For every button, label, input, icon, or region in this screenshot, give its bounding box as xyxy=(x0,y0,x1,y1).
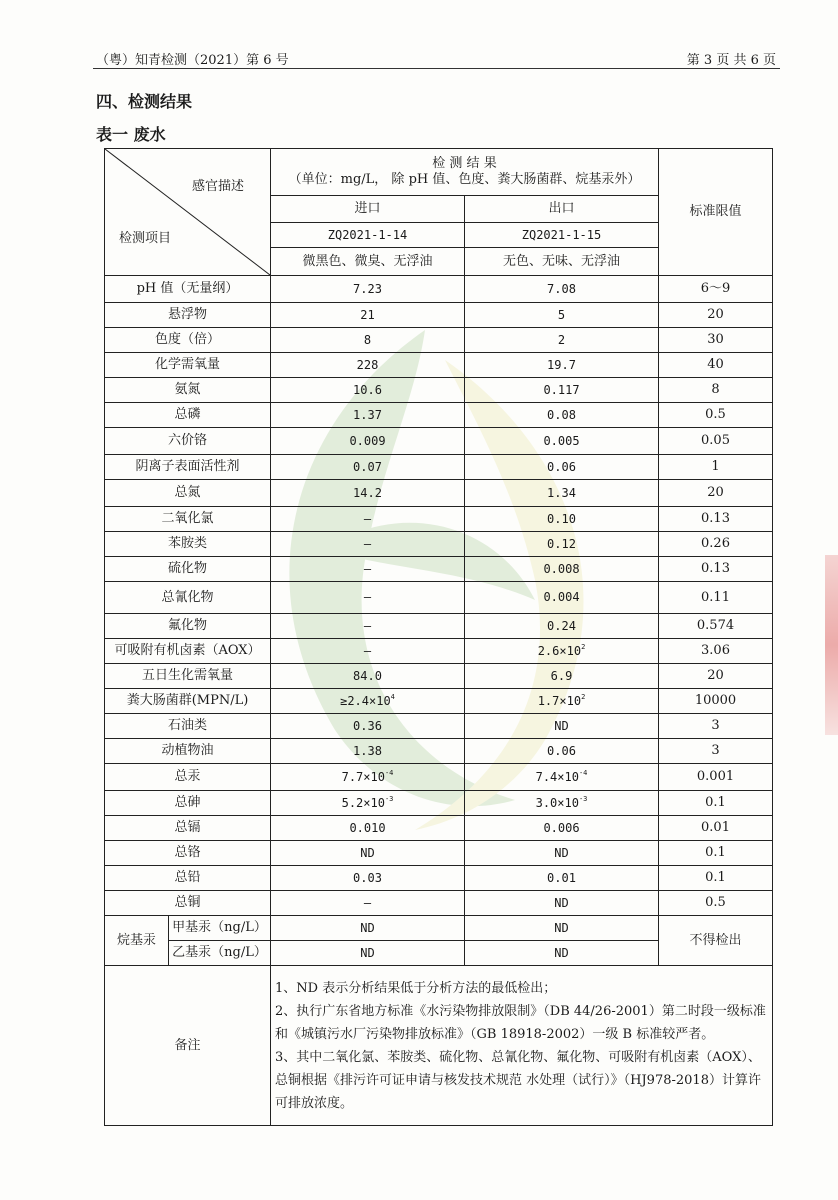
exponent: -4 xyxy=(578,769,588,778)
limit-value-text: 0.01 xyxy=(701,820,730,836)
item-name-text: 苯胺类 xyxy=(167,536,207,552)
outlet-value xyxy=(465,276,659,303)
note-2: 2、执行广东省地方标准《水污染物排放限制》（DB 44/26-2001）第二时段一级标准和《城镇污水厂污染物排放标准》（GB 18918-2002）一级 B 标准较严者。 xyxy=(275,1003,766,1042)
inlet-value xyxy=(271,614,465,639)
inlet-value-text: — xyxy=(363,643,372,658)
item-name xyxy=(105,841,271,866)
table-row xyxy=(105,557,773,582)
methylmercury-inlet: ND xyxy=(271,916,465,941)
outlet-value xyxy=(465,816,659,841)
red-seal-fragment xyxy=(825,555,838,735)
outlet-value-text: 3.0×10 xyxy=(535,796,579,811)
item-name-text: 总铬 xyxy=(174,845,201,861)
limit-value-text: 20 xyxy=(707,668,724,684)
item-name xyxy=(105,739,271,764)
inlet-value-text: 1.37 xyxy=(353,407,382,422)
notes-text xyxy=(271,966,773,1126)
outlet-value xyxy=(465,841,659,866)
table-row xyxy=(105,303,773,328)
test-item-label: 检测项目 xyxy=(119,231,172,247)
item-name-text: 总氮 xyxy=(174,485,201,501)
outlet-value-text: 2 xyxy=(557,332,566,347)
table-row xyxy=(105,532,773,557)
inlet-value xyxy=(271,764,465,791)
outlet-value xyxy=(465,378,659,403)
table-row xyxy=(105,328,773,353)
inlet-value-text: 228 xyxy=(356,357,379,372)
limit-value-text: 40 xyxy=(707,357,724,373)
inlet-value-text: 7.7×10 xyxy=(341,770,385,785)
table-row xyxy=(105,582,773,614)
outlet-value-text: 6.9 xyxy=(550,668,573,683)
inlet-value-text: — xyxy=(363,511,372,526)
item-name xyxy=(105,303,271,328)
outlet-value-text: 5 xyxy=(557,307,566,322)
limit-value-text: 0.1 xyxy=(705,795,726,811)
exponent: -4 xyxy=(384,769,394,778)
item-name-text: 粪大肠菌群(MPN/L) xyxy=(126,693,249,709)
outlet-value-text: 1.34 xyxy=(547,485,576,500)
table-row xyxy=(105,614,773,639)
inlet-value xyxy=(271,428,465,455)
notes-label: 备注 xyxy=(105,966,271,1126)
limit-value xyxy=(659,739,773,764)
alkylmercury-label: 烷基汞 xyxy=(105,916,169,966)
outlet-value xyxy=(465,353,659,378)
outlet-value xyxy=(465,532,659,557)
item-name-text: 氟化物 xyxy=(167,618,207,634)
limit-value xyxy=(659,276,773,303)
limit-value xyxy=(659,664,773,689)
limit-value-text: 0.13 xyxy=(701,511,730,527)
inlet-value-text: 0.03 xyxy=(353,870,382,885)
inlet-value-text: — xyxy=(363,536,372,551)
item-name-text: 化学需氧量 xyxy=(154,357,220,373)
limit-value-text: 0.1 xyxy=(705,845,726,861)
inlet-value xyxy=(271,480,465,507)
item-name-text: 阴离子表面活性剂 xyxy=(135,459,240,475)
item-name-text: 二氧化氯 xyxy=(161,511,214,527)
ethylmercury-inlet: ND xyxy=(271,941,465,966)
item-name xyxy=(105,455,271,480)
inlet-value xyxy=(271,507,465,532)
item-name xyxy=(105,276,271,303)
item-name-text: 石油类 xyxy=(167,718,207,734)
inlet-value xyxy=(271,866,465,891)
outlet-value xyxy=(465,764,659,791)
table-row xyxy=(105,480,773,507)
inlet-value-text: 0.010 xyxy=(349,820,386,835)
inlet-value xyxy=(271,739,465,764)
item-name xyxy=(105,353,271,378)
item-name xyxy=(105,664,271,689)
item-name xyxy=(105,378,271,403)
item-name xyxy=(105,866,271,891)
table-row xyxy=(105,841,773,866)
outlet-value xyxy=(465,664,659,689)
table-row xyxy=(105,739,773,764)
table-row xyxy=(105,353,773,378)
item-name-text: 六价铬 xyxy=(167,433,207,449)
inlet-value xyxy=(271,664,465,689)
limit-value-text: 0.5 xyxy=(705,407,726,423)
inlet-value-text: 0.36 xyxy=(353,718,382,733)
exponent: 4 xyxy=(390,693,395,702)
inlet-value-text: — xyxy=(363,895,372,910)
inlet-value xyxy=(271,403,465,428)
inlet-value-text: 7.23 xyxy=(353,281,382,296)
limit-value-text: 0.5 xyxy=(705,895,726,911)
inlet-value-text: 21 xyxy=(360,307,375,322)
limit-value xyxy=(659,689,773,714)
outlet-value-text: ND xyxy=(554,895,569,910)
outlet-value-text: 2.6×10 xyxy=(537,644,582,659)
table-row xyxy=(105,403,773,428)
outlet-value-text: 0.12 xyxy=(547,536,576,551)
limit-value-text: 3 xyxy=(711,718,720,734)
table-row xyxy=(105,891,773,916)
table-row xyxy=(105,507,773,532)
limit-value xyxy=(659,866,773,891)
outlet-value-text: 0.006 xyxy=(543,820,580,835)
limit-value-text: 0.26 xyxy=(701,536,730,552)
limit-value xyxy=(659,614,773,639)
inlet-value-text: ≥2.4×10 xyxy=(340,694,391,709)
outlet-value-text: 0.01 xyxy=(547,870,576,885)
inlet-value-text: 0.07 xyxy=(353,459,382,474)
outlet-value-text: 0.10 xyxy=(547,511,576,526)
limit-value xyxy=(659,532,773,557)
outlet-value xyxy=(465,689,659,714)
limit-value xyxy=(659,816,773,841)
outlet-value xyxy=(465,507,659,532)
outlet-value-text: 0.117 xyxy=(543,382,580,397)
outlet-value xyxy=(465,480,659,507)
outlet-value xyxy=(465,428,659,455)
inlet-value xyxy=(271,455,465,480)
limit-value-text: 30 xyxy=(707,332,724,348)
inlet-value xyxy=(271,582,465,614)
inlet-value xyxy=(271,791,465,816)
table-row xyxy=(105,455,773,480)
outlet-value-text: 1.7×10 xyxy=(537,694,582,709)
item-name xyxy=(105,582,271,614)
table-title: 表一 废水 xyxy=(96,125,166,144)
exponent: 2 xyxy=(581,693,586,702)
limit-value xyxy=(659,403,773,428)
inlet-value-text: — xyxy=(363,590,372,605)
item-name-text: pH 值（无量纲） xyxy=(136,281,239,297)
inlet-value-text: 14.2 xyxy=(353,485,382,500)
outlet-value xyxy=(465,866,659,891)
inlet-value xyxy=(271,639,465,664)
item-name xyxy=(105,764,271,791)
table-row xyxy=(105,866,773,891)
outlet-value-text: 7.08 xyxy=(547,281,576,296)
outlet-value-text: 0.06 xyxy=(547,743,576,758)
note-1: 1、ND 表示分析结果低于分析方法的最低检出； xyxy=(275,980,557,996)
exponent: -3 xyxy=(384,795,394,804)
table-row xyxy=(105,764,773,791)
outlet-value xyxy=(465,639,659,664)
item-name xyxy=(105,428,271,455)
note-3: 3、其中二氧化氯、苯胺类、硫化物、总氰化物、氟化物、可吸附有机卤素（AOX）、总铜根据《排污许可证申请与核发技术规范 水处理（试行）》（HJ978-2018）计算许可排放浓度。 xyxy=(275,1049,761,1111)
item-name xyxy=(105,689,271,714)
inlet-value-text: — xyxy=(363,618,372,633)
diagonal-header-cell xyxy=(105,149,271,276)
item-name xyxy=(105,891,271,916)
item-name-text: 总铜 xyxy=(174,895,201,911)
outlet-value xyxy=(465,403,659,428)
limit-value-text: 3 xyxy=(711,743,720,759)
table-row xyxy=(105,791,773,816)
inlet-description: 微黑色、微臭、无浮油 xyxy=(271,248,465,276)
wastewater-results-table xyxy=(104,148,773,1126)
limit-value xyxy=(659,480,773,507)
outlet-header: 出口 xyxy=(465,196,659,223)
inlet-value xyxy=(271,816,465,841)
limit-value-text: 0.574 xyxy=(696,618,735,634)
outlet-value xyxy=(465,582,659,614)
item-name xyxy=(105,791,271,816)
limit-value xyxy=(659,378,773,403)
results-header-cell xyxy=(271,149,659,196)
limit-value xyxy=(659,582,773,614)
outlet-value xyxy=(465,714,659,739)
outlet-value-text: ND xyxy=(554,718,569,733)
limit-header: 标准限值 xyxy=(659,149,773,276)
inlet-value-text: — xyxy=(363,561,372,576)
inlet-value xyxy=(271,557,465,582)
item-name-text: 总铅 xyxy=(174,870,201,886)
item-name-text: 硫化物 xyxy=(167,561,207,577)
outlet-value xyxy=(465,791,659,816)
item-name xyxy=(105,328,271,353)
outlet-value-text: 0.06 xyxy=(547,459,576,474)
item-name-text: 氨氮 xyxy=(174,382,201,398)
inlet-value xyxy=(271,328,465,353)
item-name-text: 悬浮物 xyxy=(167,307,207,323)
limit-value xyxy=(659,791,773,816)
inlet-value xyxy=(271,276,465,303)
ethylmercury-outlet: ND xyxy=(465,941,659,966)
limit-value xyxy=(659,507,773,532)
outlet-value xyxy=(465,557,659,582)
outlet-sample-id: ZQ2021-1-15 xyxy=(465,223,659,248)
inlet-value xyxy=(271,353,465,378)
table-row xyxy=(105,714,773,739)
exponent: -3 xyxy=(578,795,588,804)
exponent: 2 xyxy=(581,643,586,652)
item-name xyxy=(105,614,271,639)
limit-value-text: 10000 xyxy=(694,693,737,709)
inlet-header: 进口 xyxy=(271,196,465,223)
inlet-sample-id: ZQ2021-1-14 xyxy=(271,223,465,248)
limit-value xyxy=(659,557,773,582)
inlet-value xyxy=(271,532,465,557)
methylmercury-label: 甲基汞（ng/L） xyxy=(169,916,271,941)
section-title: 四、检测结果 xyxy=(96,92,193,111)
item-name-text: 总磷 xyxy=(174,407,201,423)
item-name-text: 总砷 xyxy=(174,795,201,811)
methylmercury-outlet: ND xyxy=(465,916,659,941)
limit-value-text: 0.13 xyxy=(701,561,730,577)
item-name xyxy=(105,557,271,582)
item-name xyxy=(105,532,271,557)
outlet-value xyxy=(465,891,659,916)
limit-value xyxy=(659,764,773,791)
sensory-description-label: 感官描述 xyxy=(191,179,244,194)
outlet-description: 无色、无味、无浮油 xyxy=(465,248,659,276)
outlet-value-text: 0.008 xyxy=(543,561,580,576)
alkylmercury-limit: 不得检出 xyxy=(659,916,773,966)
item-name xyxy=(105,507,271,532)
inlet-value xyxy=(271,891,465,916)
limit-value xyxy=(659,455,773,480)
item-name xyxy=(105,714,271,739)
limit-value-text: 3.06 xyxy=(701,643,730,659)
inlet-value-text: 8 xyxy=(363,332,372,347)
limit-value-text: 20 xyxy=(707,485,724,501)
inlet-value-text: 5.2×10 xyxy=(341,796,385,811)
item-name-text: 可吸附有机卤素（AOX） xyxy=(114,643,261,659)
table-row xyxy=(105,689,773,714)
item-name xyxy=(105,639,271,664)
inlet-value xyxy=(271,714,465,739)
outlet-value xyxy=(465,614,659,639)
limit-value-text: 0.05 xyxy=(701,433,730,449)
table-row xyxy=(105,276,773,303)
limit-value xyxy=(659,891,773,916)
limit-value-text: 20 xyxy=(707,307,724,323)
outlet-value xyxy=(465,455,659,480)
inlet-value-text: 10.6 xyxy=(353,382,382,397)
table-row xyxy=(105,639,773,664)
item-name xyxy=(105,816,271,841)
inlet-value xyxy=(271,689,465,714)
outlet-value xyxy=(465,303,659,328)
outlet-value xyxy=(465,739,659,764)
table-row xyxy=(105,816,773,841)
inlet-value xyxy=(271,303,465,328)
item-name-text: 动植物油 xyxy=(161,743,214,759)
limit-value-text: 0.1 xyxy=(705,870,726,886)
limit-value xyxy=(659,428,773,455)
outlet-value-text: 0.004 xyxy=(543,590,580,605)
outlet-value xyxy=(465,328,659,353)
page-indicator: 第 3 页 共 6 页 xyxy=(686,53,776,68)
inlet-value xyxy=(271,841,465,866)
limit-value xyxy=(659,328,773,353)
limit-value-text: 1 xyxy=(711,459,720,475)
ethylmercury-label: 乙基汞（ng/L） xyxy=(169,941,271,966)
limit-value-text: 8 xyxy=(711,382,720,398)
limit-value xyxy=(659,353,773,378)
inlet-value-text: 1.38 xyxy=(353,743,382,758)
outlet-value-text: 0.24 xyxy=(547,618,576,633)
limit-value xyxy=(659,639,773,664)
results-title: 检 测 结 果 xyxy=(432,156,497,172)
outlet-value-text: 19.7 xyxy=(547,357,576,372)
inlet-value xyxy=(271,378,465,403)
limit-value xyxy=(659,841,773,866)
table-row xyxy=(105,428,773,455)
outlet-value-text: 0.08 xyxy=(547,407,576,422)
report-number: （粤）知青检测（2021）第 6 号 xyxy=(96,53,289,68)
limit-value-text: 0.11 xyxy=(701,589,730,605)
item-name-text: 总镉 xyxy=(174,820,201,836)
limit-value-text: 6～9 xyxy=(700,281,731,297)
item-name-text: 总汞 xyxy=(174,769,201,785)
limit-value xyxy=(659,303,773,328)
table-row xyxy=(105,664,773,689)
inlet-value-text: 0.009 xyxy=(349,433,386,448)
item-name-text: 总氰化物 xyxy=(161,589,214,605)
item-name xyxy=(105,403,271,428)
outlet-value-text: 0.005 xyxy=(543,433,580,448)
inlet-value-text: 84.0 xyxy=(353,668,382,683)
unit-note: （单位：mg/L， 除 pH 值、色度、粪大肠菌群、烷基汞外） xyxy=(288,172,641,187)
outlet-value-text: 7.4×10 xyxy=(535,770,579,785)
item-name xyxy=(105,480,271,507)
item-name-text: 色度（倍） xyxy=(154,332,220,348)
inlet-value-text: ND xyxy=(360,845,375,860)
item-name-text: 五日生化需氧量 xyxy=(141,668,233,684)
limit-value-text: 0.001 xyxy=(696,769,735,785)
header-rule xyxy=(93,68,780,69)
table-row xyxy=(105,378,773,403)
diagonal-line xyxy=(105,149,270,275)
outlet-value-text: ND xyxy=(554,845,569,860)
limit-value xyxy=(659,714,773,739)
